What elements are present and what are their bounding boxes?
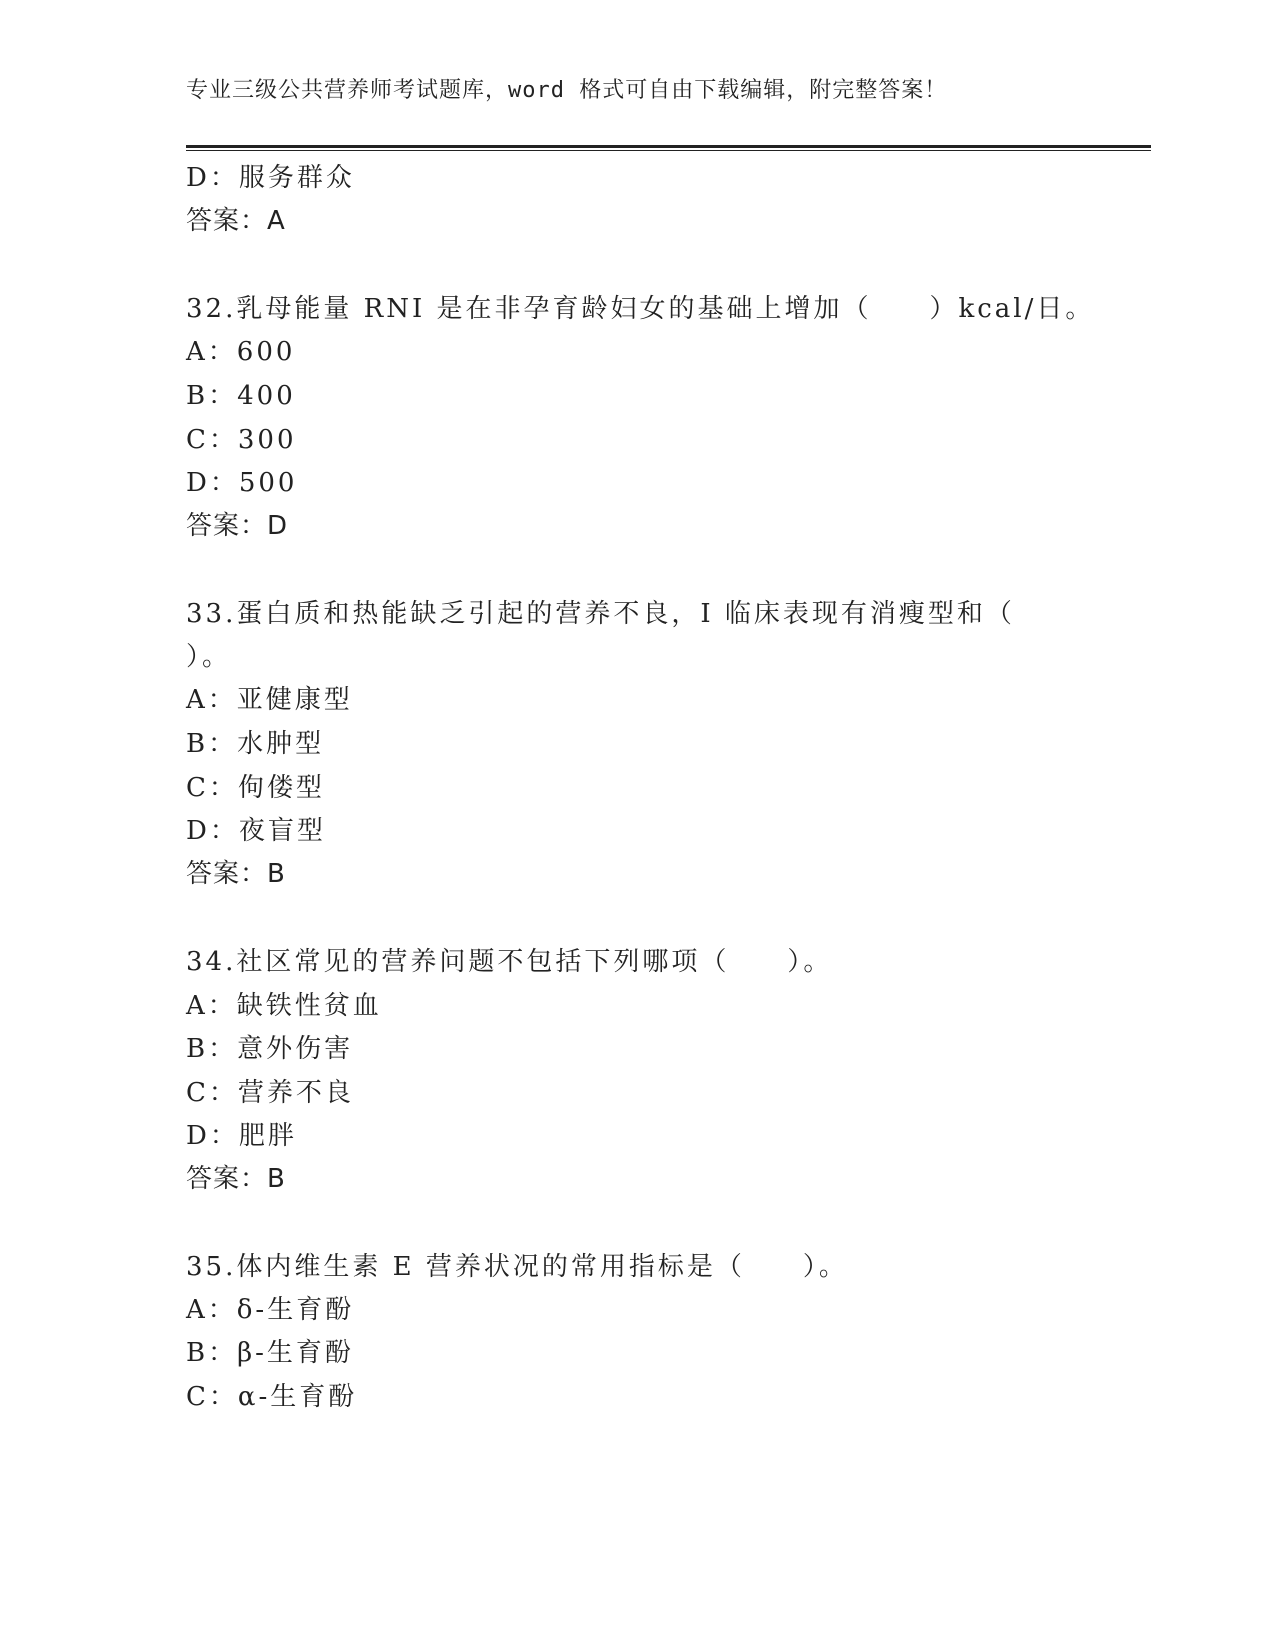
q34-option-a: A：缺铁性贫血 xyxy=(186,991,382,1021)
q34-option-d: D：肥胖 xyxy=(186,1121,297,1151)
q33-answer: 答案：B xyxy=(186,859,286,889)
q34-option-c: C：营养不良 xyxy=(186,1078,354,1108)
q33-stem-line2: ）。 xyxy=(186,642,232,672)
q34-answer: 答案：B xyxy=(186,1164,286,1194)
q34-stem: 34.社区常见的营养问题不包括下列哪项（ ）。 xyxy=(186,947,833,977)
header-rule-thin xyxy=(186,150,1151,151)
q35-stem: 35.体内维生素 E 营养状况的常用指标是（ ）。 xyxy=(186,1252,848,1282)
q34-option-b: B：意外伤害 xyxy=(186,1034,354,1064)
page-header: 专业三级公共营养师考试题库，word 格式可自由下载编辑，附完整答案！ xyxy=(186,78,948,103)
q35-option-c: C：α-生育酚 xyxy=(186,1382,358,1412)
q35-option-a: A：δ-生育酚 xyxy=(186,1295,355,1325)
q32-option-b: B：400 xyxy=(186,381,296,411)
q32-stem: 32.乳母能量 RNI 是在非孕育龄妇女的基础上增加（ ）kcal/日。 xyxy=(186,294,1095,324)
q33-stem-line1: 33.蛋白质和热能缺乏引起的营养不良，I 临床表现有消瘦型和（ xyxy=(186,599,1015,629)
q32-option-c: C：300 xyxy=(186,425,297,455)
q32-option-d: D：500 xyxy=(186,468,298,498)
q33-option-c: C：佝偻型 xyxy=(186,773,325,803)
q33-option-b: B：水肿型 xyxy=(186,729,325,759)
header-rule-thick xyxy=(186,145,1151,148)
prev-answer: 答案：A xyxy=(186,206,286,236)
q32-answer: 答案：D xyxy=(186,511,289,541)
q33-option-d: D：夜盲型 xyxy=(186,816,326,846)
q33-option-a: A：亚健康型 xyxy=(186,685,353,715)
q35-option-b: B：β-生育酚 xyxy=(186,1338,354,1368)
prev-option-d: D：服务群众 xyxy=(186,163,355,193)
q32-option-a: A：600 xyxy=(186,337,296,367)
